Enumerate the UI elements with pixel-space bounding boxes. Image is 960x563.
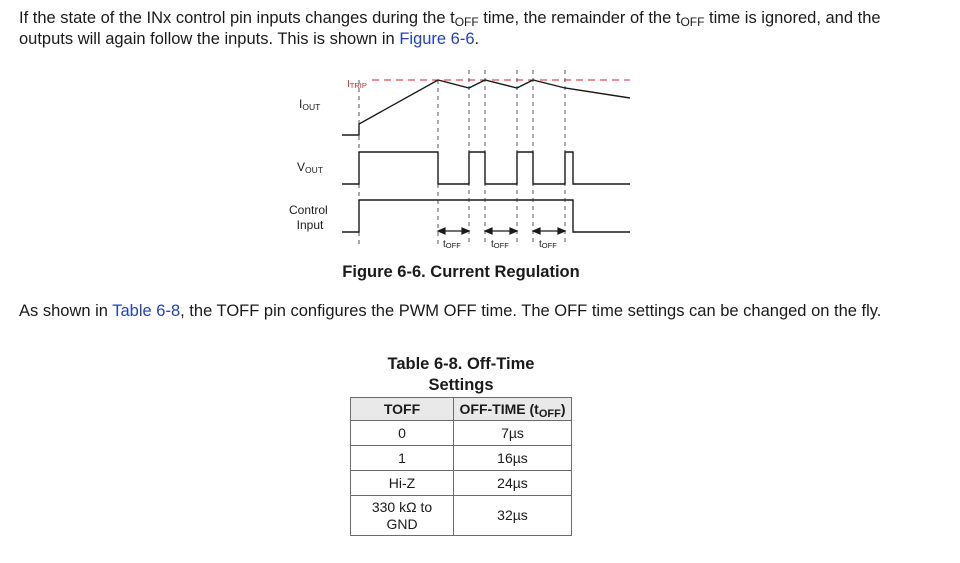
toff-cell: 330 kΩ to GND <box>351 496 454 536</box>
current-regulation-diagram <box>270 62 640 257</box>
vout-label: VOUT <box>297 160 323 175</box>
figure-6-6-link[interactable]: Figure 6-6 <box>399 30 475 48</box>
intro-subscript-1: OFF <box>454 15 479 29</box>
intro-text-1: If the state of the INx control pin inputs changes during the t <box>19 9 455 27</box>
table-caption-line-2: Settings <box>428 376 494 394</box>
itrip-label: ITRIP <box>347 79 367 90</box>
table-6-8-link[interactable]: Table 6-8 <box>112 302 181 320</box>
intro-text-3: time is ignored, and the outputs will again follow the inputs. This is shown in <box>19 9 881 48</box>
control-input-waveform <box>342 200 630 232</box>
intro-subscript-2: OFF <box>680 15 705 29</box>
table-row <box>351 446 572 471</box>
header-toff: TOFF <box>351 398 454 421</box>
off-time-settings-table <box>350 397 572 536</box>
table-caption-line-1: Table 6-8. Off-Time <box>387 355 535 373</box>
para2-text-1: As shown in <box>19 302 113 320</box>
toff-cell: 1 <box>351 446 454 471</box>
toff-cell: 0 <box>351 421 454 446</box>
header-off-time: OFF-TIME $(t_{OFF})$ <box>454 398 572 421</box>
timing-dashed-guides <box>359 70 565 246</box>
toff-paragraph <box>19 301 934 322</box>
vout-waveform <box>342 152 630 184</box>
off-time-cell: 32µs <box>454 496 572 536</box>
toff-label-3: tOFF <box>539 239 557 250</box>
figure-caption: Figure 6-6. Current Regulation <box>342 263 580 281</box>
table-header-row <box>351 398 572 421</box>
control-input-label: Control Input <box>288 203 328 232</box>
off-time-cell: 24µs <box>454 471 572 496</box>
table-caption <box>350 354 572 396</box>
toff-label-2: tOFF <box>491 239 509 250</box>
toff-label-1: tOFF <box>443 239 461 250</box>
toff-cell: Hi-Z <box>351 471 454 496</box>
toff-arrows <box>438 228 565 234</box>
table-row <box>351 496 572 536</box>
iout-label: IOUT <box>299 97 321 112</box>
intro-text-end: . <box>474 30 480 48</box>
iout-waveform <box>342 80 630 135</box>
intro-text-2: time, the remainder of the t <box>478 9 681 27</box>
para2-text-2: , the TOFF pin configures the PWM OFF time. The OFF time settings can be changed on the fly. <box>180 302 882 320</box>
table-row <box>351 421 572 446</box>
intro-paragraph <box>19 8 934 50</box>
off-time-cell: 7µs <box>454 421 572 446</box>
table-row <box>351 471 572 496</box>
off-time-cell: 16µs <box>454 446 572 471</box>
